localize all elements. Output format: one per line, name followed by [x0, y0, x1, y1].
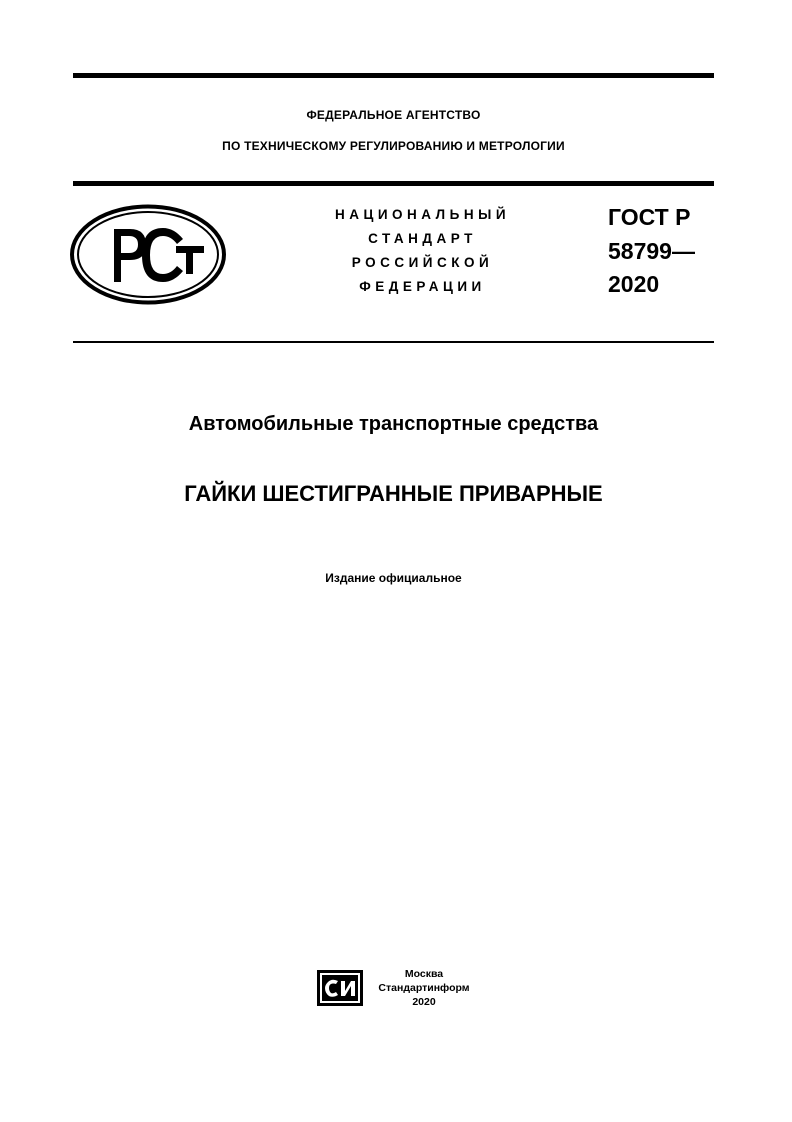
agency-line-1: ФЕДЕРАЛЬНОЕ АГЕНТСТВО [306, 108, 481, 122]
publisher-year: 2020 [412, 996, 436, 1008]
designation-line-3: 2020 [608, 271, 660, 297]
standard-type-line-3: РОССИЙСКОЙ [351, 255, 494, 270]
document-title: ГАЙКИ ШЕСТИГРАННЫЕ ПРИВАРНЫЕ [184, 481, 603, 506]
header-rule [73, 181, 714, 186]
publisher-city: Москва [404, 968, 444, 980]
edition-label: Издание официальное [325, 571, 462, 585]
standard-type-line-2: СТАНДАРТ [368, 231, 477, 246]
document-subject: Автомобильные транспортные средства [188, 413, 599, 435]
header-bottom-rule [73, 341, 714, 343]
standard-type-line-1: НАЦИОНАЛЬНЫЙ [334, 207, 511, 222]
rst-certification-logo-icon [68, 203, 228, 306]
top-rule [73, 73, 714, 78]
publisher-name: Стандартинформ [378, 982, 470, 994]
designation-line-1: ГОСТ Р [608, 204, 691, 230]
designation-line-2: 58799— [608, 238, 695, 264]
standartinform-logo-icon [316, 969, 364, 1007]
standard-type-line-4: ФЕДЕРАЦИИ [359, 279, 486, 294]
agency-line-2: ПО ТЕХНИЧЕСКОМУ РЕГУЛИРОВАНИЮ И МЕТРОЛОГИИ [222, 139, 565, 153]
